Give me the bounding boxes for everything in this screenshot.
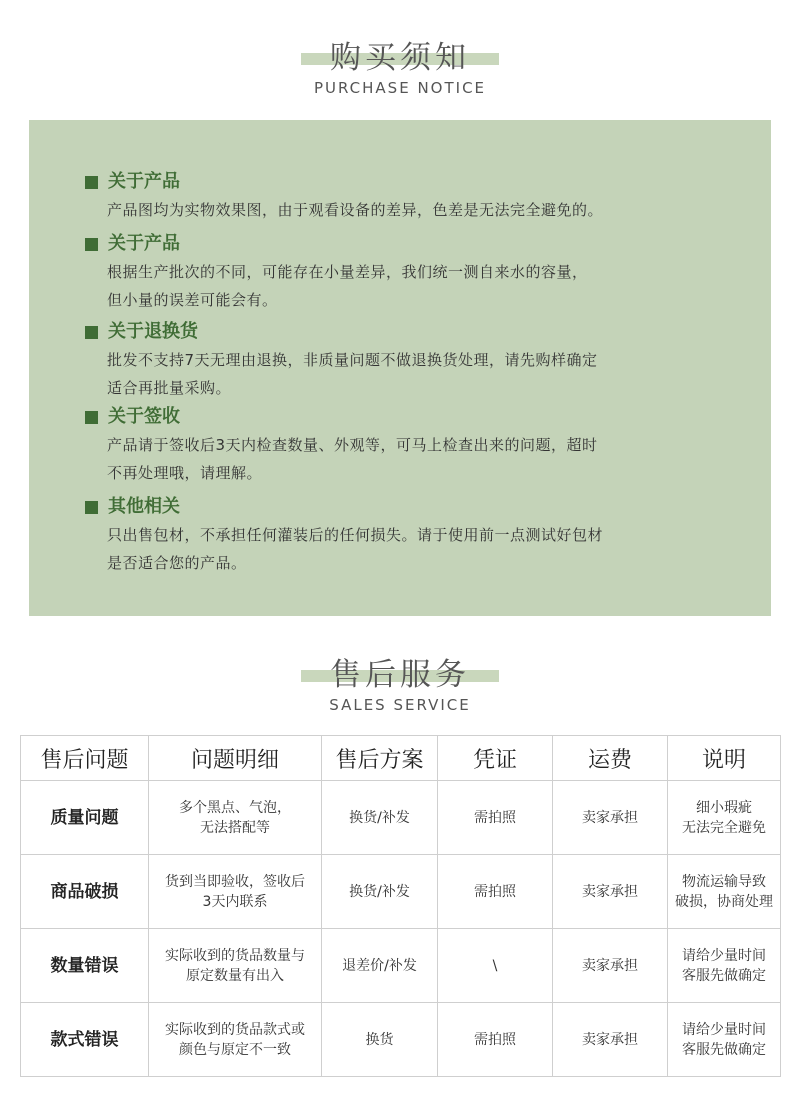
cell-line: 实际收到的货品数量与 [165,947,305,964]
notice-item-label: 关于产品 [108,233,180,254]
sales-service-title: 售后服务 [330,657,470,693]
note-cell [668,929,781,1003]
square-bullet-icon [85,238,98,251]
notice-item [85,405,598,487]
cell-line: 颜色与原定不一致 [179,1041,291,1058]
notice-item [85,170,603,224]
column-header: 问题明细 [149,736,322,781]
notice-item-text [107,431,598,487]
freight-cell: 卖家承担 [553,1003,668,1077]
notice-text-line: 只出售包材，不承担任何灌装后的任何损失。请于使用前一点测试好包材 [107,526,604,544]
cell-line: 客服先做确定 [682,1041,766,1058]
proof-cell: 需拍照 [438,781,553,855]
freight-cell: 卖家承担 [553,855,668,929]
detail-cell [149,781,322,855]
table-row [21,1003,781,1077]
cell-line: 无法搭配等 [200,819,270,836]
table-header-row [21,736,781,781]
note-cell [668,855,781,929]
detail-cell [149,929,322,1003]
detail-cell [149,855,322,929]
notice-item-label: 关于退换货 [108,321,198,342]
sales-service-subtitle: SALES SERVICE [329,696,471,714]
notice-text-line: 批发不支持7天无理由退换，非质量问题不做退换货处理，请先购样确定 [107,351,598,369]
proof-cell: 需拍照 [438,1003,553,1077]
column-header: 售后方案 [322,736,438,781]
purchase-notice-heading [0,38,800,98]
table-row [21,855,781,929]
notice-text-line: 但小量的误差可能会有。 [107,291,278,309]
solution-cell: 退差价/补发 [322,929,438,1003]
cell-line: 物流运输导致 [682,873,766,890]
notice-item [85,232,588,314]
issue-cell: 质量问题 [21,781,149,855]
cell-line: 破损，协商处理 [675,893,773,910]
cell-line: 无法完全避免 [682,819,766,836]
notice-item-text [107,196,603,224]
cell-line: 原定数量有出入 [186,967,284,984]
column-header: 运费 [553,736,668,781]
cell-line: 3天内联系 [202,893,268,910]
notice-item-text [107,521,603,577]
issue-cell: 数量错误 [21,929,149,1003]
notice-item-text [107,258,588,314]
purchase-notice-subtitle: PURCHASE NOTICE [313,79,487,97]
column-header: 说明 [668,736,781,781]
table-row [21,781,781,855]
issue-cell: 款式错误 [21,1003,149,1077]
purchase-notice-panel [29,120,771,616]
notice-item-label: 其他相关 [108,496,180,517]
sales-service-heading [0,655,800,715]
notice-text-line: 根据生产批次的不同，可能存在小量差异，我们统一测自来水的容量， [107,263,588,281]
cell-line: 请给少量时间 [682,947,766,964]
notice-text-line: 产品图均为实物效果图，由于观看设备的差异，色差是无法完全避免的。 [107,201,604,219]
column-header: 凭证 [438,736,553,781]
note-cell [668,1003,781,1077]
square-bullet-icon [85,326,98,339]
notice-text-line: 是否适合您的产品。 [107,554,247,572]
purchase-notice-title: 购买须知 [330,40,470,76]
cell-line: 客服先做确定 [682,967,766,984]
notice-item-label: 关于产品 [108,171,180,192]
notice-item [85,320,598,402]
square-bullet-icon [85,411,98,424]
notice-text-line: 不再处理哦，请理解。 [107,464,263,482]
square-bullet-icon [85,176,98,189]
issue-cell: 商品破损 [21,855,149,929]
cell-line: 请给少量时间 [682,1021,766,1038]
notice-item-label: 关于签收 [108,406,180,427]
cell-line: 细小瑕疵 [696,799,752,816]
notice-text-line: 适合再批量采购。 [107,379,232,397]
column-header: 售后问题 [21,736,149,781]
freight-cell: 卖家承担 [553,781,668,855]
square-bullet-icon [85,501,98,514]
freight-cell: 卖家承担 [553,929,668,1003]
note-cell [668,781,781,855]
cell-line: 多个黑点、气泡， [179,799,291,816]
notice-item [85,495,603,577]
solution-cell: 换货/补发 [322,781,438,855]
solution-cell: 换货/补发 [322,855,438,929]
detail-cell [149,1003,322,1077]
cell-line: 货到当即验收，签收后 [165,873,305,890]
solution-cell: 换货 [322,1003,438,1077]
proof-cell: 需拍照 [438,855,553,929]
proof-cell: \ [438,929,553,1003]
cell-line: 实际收到的货品款式或 [165,1021,305,1038]
sales-service-table [20,735,781,1077]
notice-item-text [107,346,598,402]
table-row [21,929,781,1003]
notice-text-line: 产品请于签收后3天内检查数量、外观等，可马上检查出来的问题，超时 [107,436,598,454]
